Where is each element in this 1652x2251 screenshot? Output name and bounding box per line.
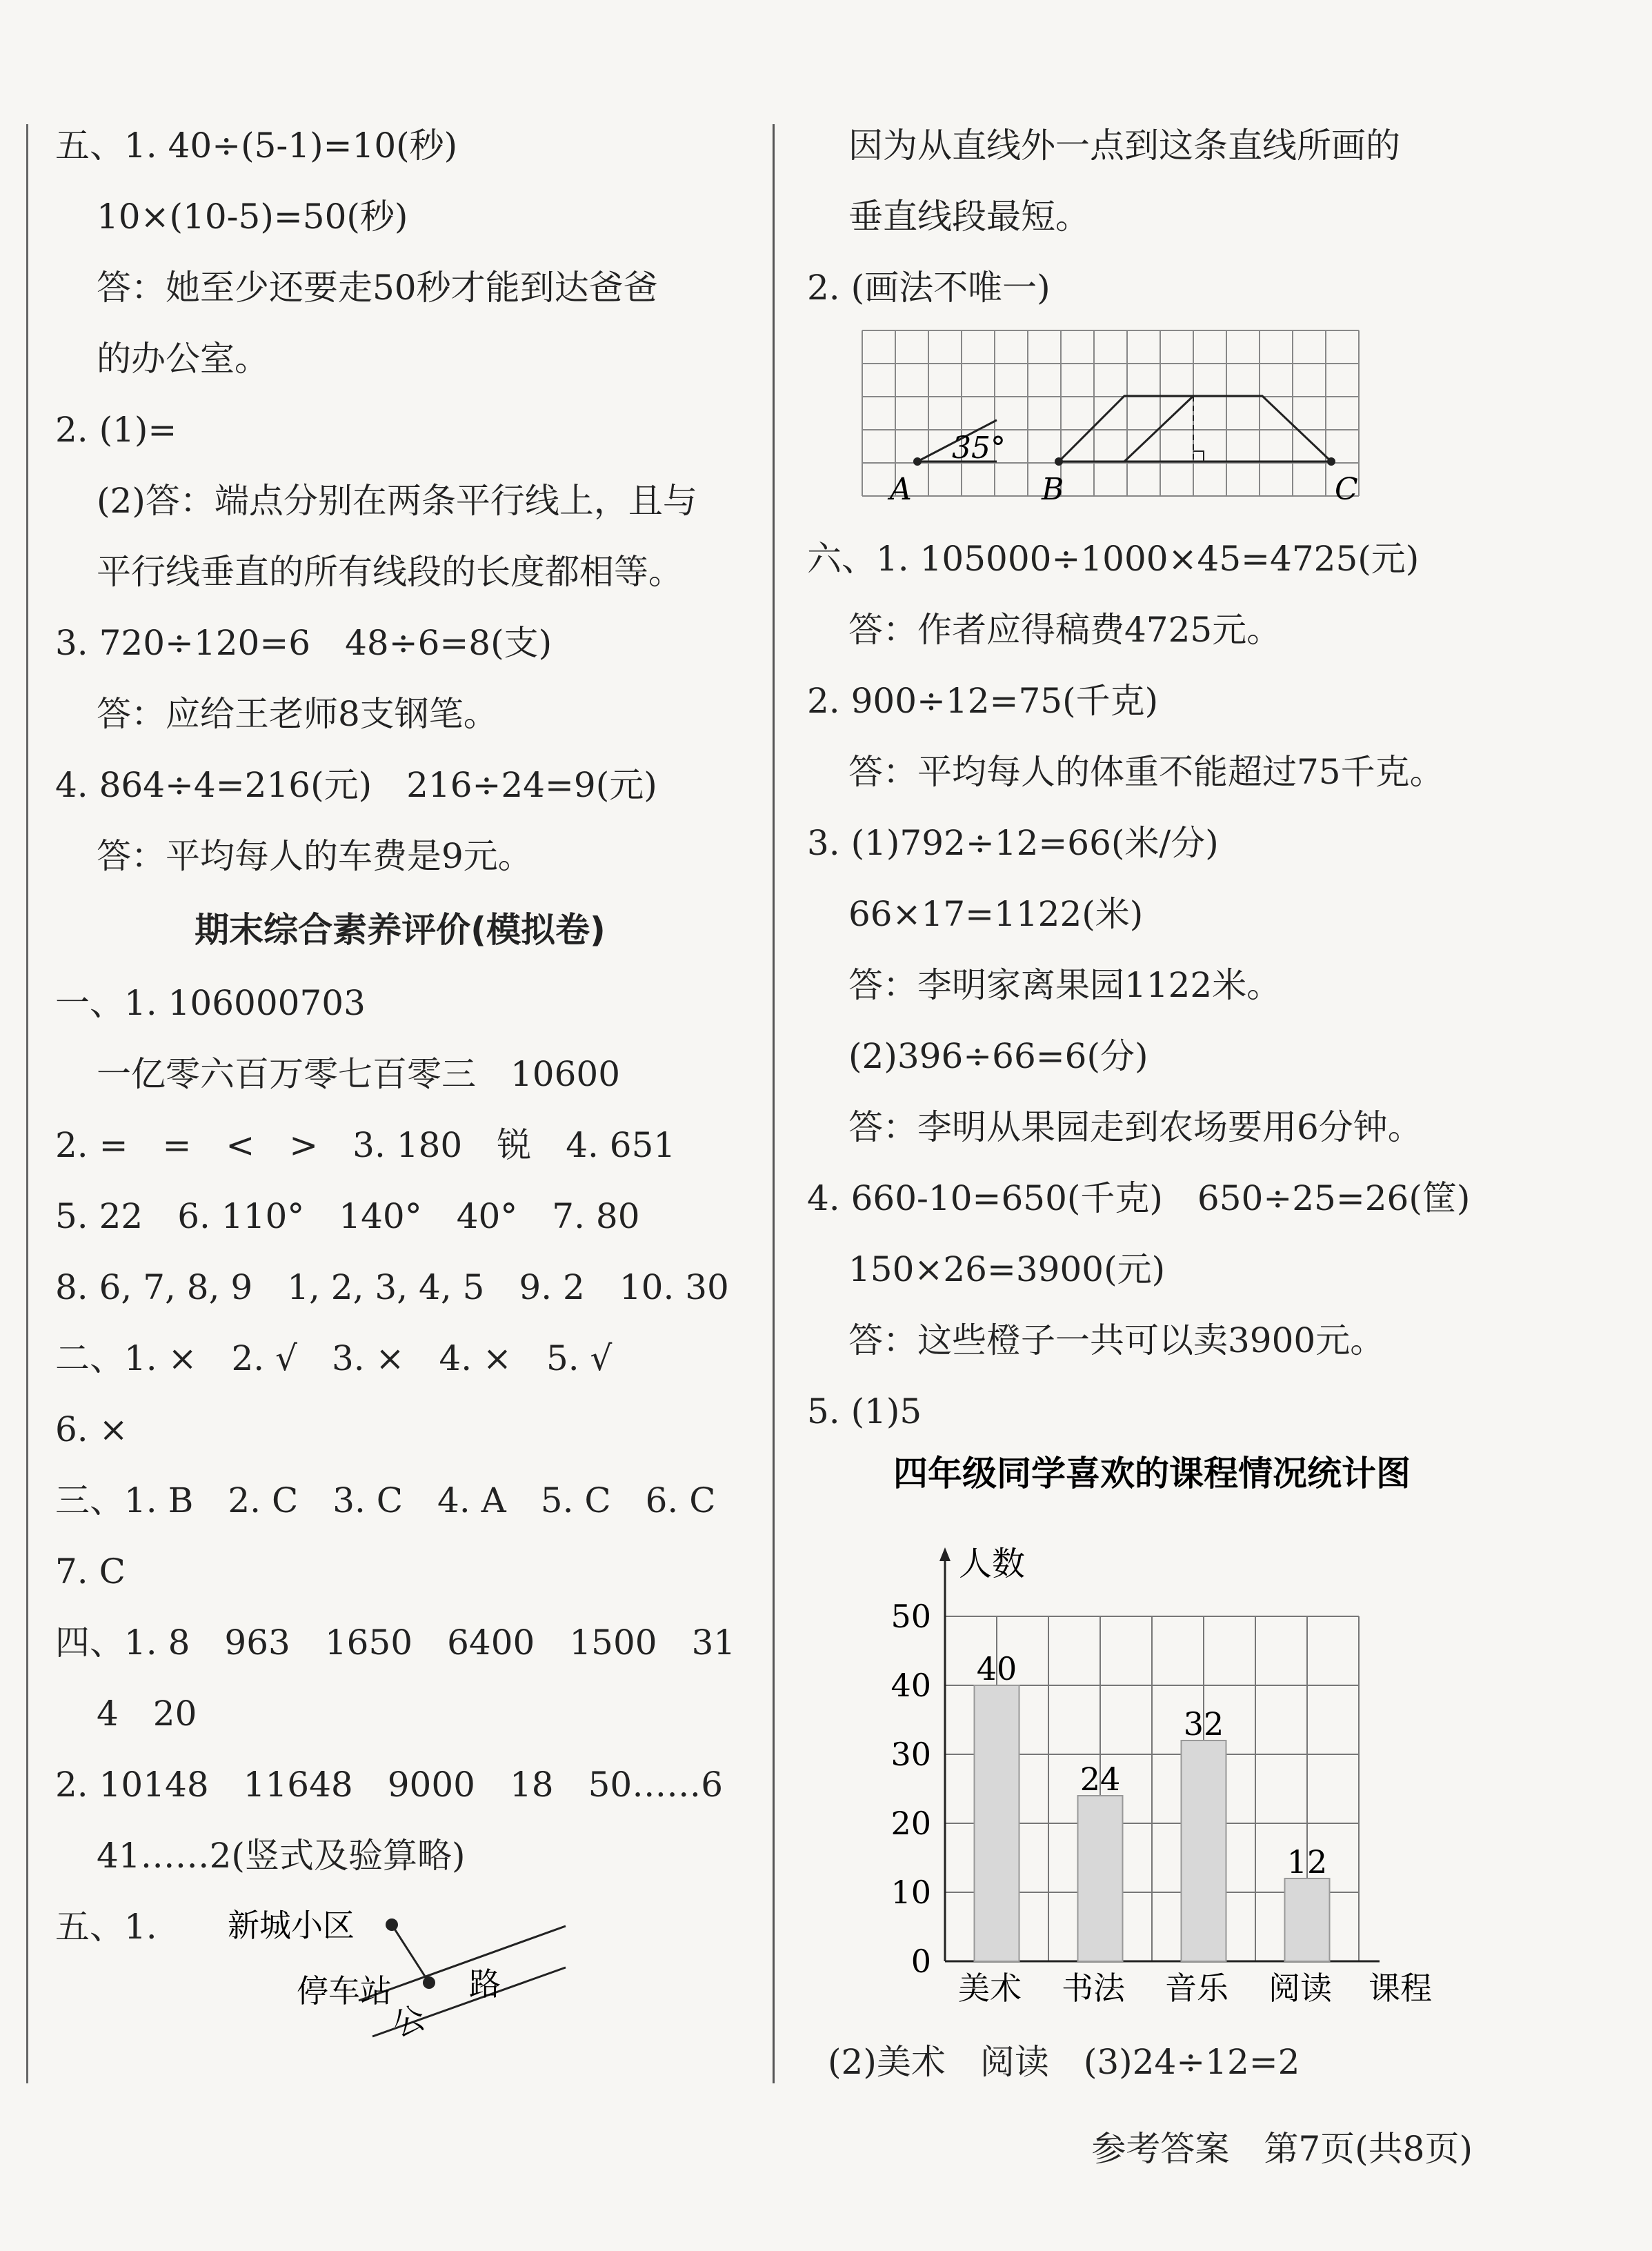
- left-column: [55, 110, 745, 2045]
- label-gong: 公: [387, 1998, 430, 2045]
- answer-line: [55, 1892, 745, 2045]
- road-figure: [159, 1892, 586, 2119]
- answer-line: 因为从直线外一点到这条直线所画的: [848, 126, 1400, 166]
- answer-line: 二、1. × 2. √ 3. × 4. × 5. √: [55, 1338, 613, 1378]
- point-b: [1055, 457, 1063, 466]
- answer-line: 8. 6, 7, 8, 9 1, 2, 3, 4, 5 9. 2 10. 30: [55, 1267, 729, 1307]
- angle-label: 35°: [952, 430, 1006, 466]
- answer-line: 2. 900÷12=75(千克): [807, 681, 1159, 721]
- answer-line: 41……2(竖式及验算略): [97, 1836, 466, 1876]
- label-xincheng: 新城小区: [228, 1907, 355, 1944]
- answer-line: 答：平均每人的车费是9元。: [97, 836, 533, 876]
- answer-line: 答：作者应得稿费4725元。: [848, 610, 1282, 650]
- x-tick-label: 美术: [958, 1970, 1022, 2007]
- answer-line: 答：这些橙子一共可以卖3900元。: [848, 1320, 1385, 1360]
- answer-line: (2)美术 阅读 (3)24÷12=2: [828, 2042, 1300, 2082]
- y-axis-label: 人数: [959, 1545, 1026, 1583]
- page-footer: 参考答案 第7页(共8页): [1091, 2129, 1473, 2169]
- point-stop: [423, 1976, 435, 1989]
- y-tick-label: 20: [890, 1805, 931, 1842]
- answer-line: 4. 864÷4=216(元) 216÷24=9(元): [55, 765, 657, 805]
- bar: [1078, 1796, 1123, 1961]
- answer-line: 3. 720÷120=6 48÷6=8(支): [55, 623, 553, 663]
- perpendicular-line: [392, 1925, 429, 1983]
- answer-line: 一、1. 106000703: [55, 983, 366, 1023]
- answer-line: 150×26=3900(元): [848, 1249, 1166, 1289]
- question-number: 五、1.: [55, 1907, 157, 1947]
- bar-chart: [807, 1447, 1497, 2020]
- answer-line: 一亿零六百万零七百零三 10600: [97, 1054, 621, 1094]
- y-tick-label: 0: [910, 1943, 931, 1980]
- right-column: [807, 110, 1580, 2098]
- answer-line: 答：李明家离果园1122米。: [848, 965, 1282, 1005]
- answer-line: (2)396÷66=6(分): [848, 1036, 1148, 1076]
- answer-line: 三、1. B 2. C 3. C 4. A 5. C 6. C: [55, 1480, 716, 1520]
- answer-line: 66×17=1122(米): [848, 894, 1144, 934]
- chart-title: 四年级同学喜欢的课程情况统计图: [893, 1453, 1411, 1494]
- answer-line: 答：李明从果园走到农场要用6分钟。: [848, 1107, 1422, 1147]
- parallel-line: [1124, 396, 1193, 462]
- answer-line: 答：平均每人的体重不能超过75千克。: [848, 752, 1444, 792]
- bar: [1285, 1878, 1330, 1961]
- y-tick-label: 30: [890, 1736, 931, 1773]
- point-c: [1327, 457, 1335, 466]
- answer-line: 答：应给王老师8支钢笔。: [97, 694, 498, 734]
- bar-value-label: 24: [1079, 1761, 1121, 1798]
- answer-line: 2. (1)=: [55, 410, 177, 450]
- section-title: 期末综合素养评价(模拟卷): [195, 910, 606, 950]
- answer-line: 5. 22 6. 110° 140° 40° 7. 80: [55, 1196, 640, 1236]
- answer-line: 4 20: [97, 1694, 197, 1734]
- answer-line: 五、1. 40÷(5-1)=10(秒): [55, 126, 458, 166]
- y-tick-label: 10: [890, 1874, 931, 1911]
- grid-figure-container: [807, 324, 1580, 524]
- grid-lines: [862, 330, 1359, 496]
- label-lu: 路: [469, 1965, 501, 2003]
- x-tick-label: 音乐: [1165, 1970, 1228, 2007]
- answer-line: 7. C: [55, 1551, 126, 1591]
- answer-line: 答：她至少还要走50秒才能到达爸爸: [97, 268, 658, 308]
- bar: [1182, 1741, 1226, 1961]
- answer-line: 的办公室。: [97, 339, 269, 379]
- right-angle-mark: [1193, 451, 1204, 462]
- answer-line: 6. ×: [55, 1409, 128, 1449]
- bar-value-label: 12: [1286, 1843, 1328, 1881]
- bar-chart-container: [807, 1447, 1580, 2027]
- x-tick-label: 阅读: [1268, 1970, 1332, 2007]
- column-divider: [773, 124, 775, 2083]
- bar-value-label: 40: [976, 1650, 1017, 1687]
- answer-line: 10×(10-5)=50(秒): [97, 197, 408, 237]
- answer-line: (2)答：端点分别在两条平行线上，且与: [97, 481, 697, 521]
- answer-line: 4. 660-10=650(千克) 650÷25=26(筐): [807, 1178, 1471, 1218]
- answer-line: 平行线垂直的所有线段的长度都相等。: [97, 552, 683, 592]
- answer-line: 5. (1)5: [807, 1391, 922, 1431]
- y-tick-label: 50: [890, 1598, 931, 1635]
- bar-value-label: 32: [1183, 1705, 1224, 1743]
- answer-line: 2. = = < > 3. 180 锐 4. 651: [55, 1125, 676, 1165]
- left-margin-line: [26, 124, 28, 2083]
- grid-figure: [848, 324, 1373, 510]
- answer-line: 3. (1)792÷12=66(米/分): [807, 823, 1219, 863]
- label-a: A: [890, 472, 912, 507]
- answer-line: 2. 10148 11648 9000 18 50……6: [55, 1765, 724, 1805]
- y-tick-label: 40: [890, 1667, 931, 1704]
- x-tick-label: 书法: [1062, 1970, 1125, 2007]
- answer-line: 2. (画法不唯一): [807, 268, 1051, 308]
- bar: [975, 1685, 1019, 1961]
- answer-line: 六、1. 105000÷1000×45=4725(元): [807, 539, 1420, 579]
- x-axis-label: 课程: [1369, 1970, 1432, 2007]
- answer-line: 四、1. 8 963 1650 6400 1500 31: [55, 1623, 736, 1663]
- y-axis-arrow: [939, 1547, 951, 1561]
- label-c: C: [1335, 472, 1358, 507]
- label-tingche: 停车站: [297, 1972, 392, 2010]
- answer-line: 垂直线段最短。: [848, 197, 1090, 237]
- point-a: [913, 457, 922, 466]
- label-b: B: [1042, 472, 1064, 507]
